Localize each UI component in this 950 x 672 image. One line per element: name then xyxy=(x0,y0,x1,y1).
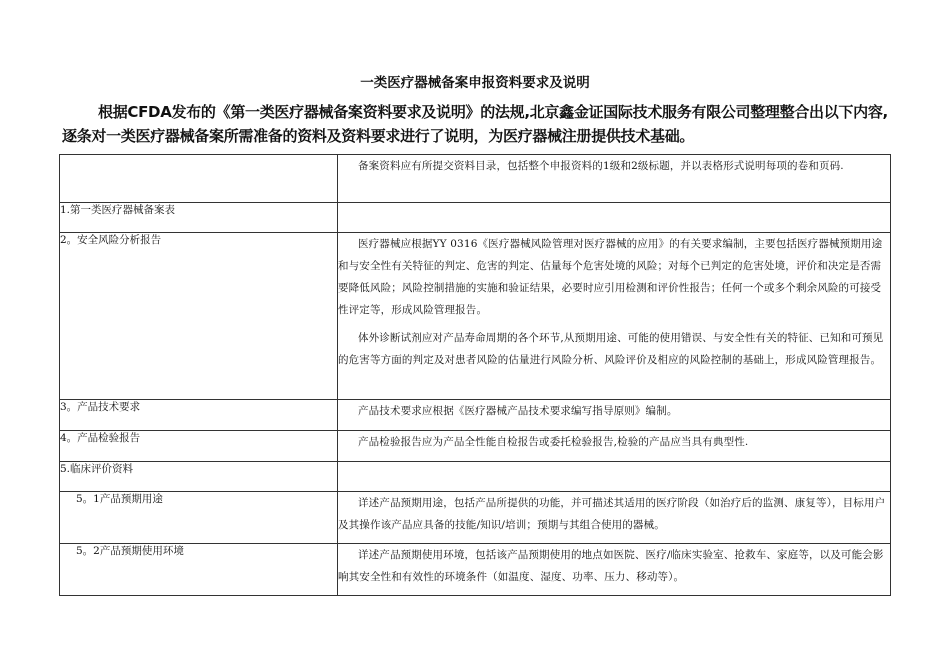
item-cell: 1.第一类医疗器械备案表 xyxy=(60,203,338,233)
item-cell: 3。产品技术要求 xyxy=(60,400,338,431)
item-cell xyxy=(60,155,338,203)
description-text: 体外诊断试剂应对产品寿命周期的各个环节,从预期用途、可能的使用错误、与安全性有关的特征、已知和可预见的危害等方面的判定及对患者风险的估量进行风险分析、风险评价及相应的风险控制的基础上，形成风险管理报告。 xyxy=(338,332,884,366)
description-text: 产品技术要求应根据《医疗器械产品技术要求编写指导原则》编制。 xyxy=(358,405,678,417)
item-cell: 5。2产品预期使用环境 xyxy=(60,544,338,596)
description-cell xyxy=(338,233,891,400)
table-row xyxy=(60,492,891,544)
document-title: 一类医疗器械备案申报资料要求及说明 xyxy=(360,75,590,91)
item-cell: 2。安全风险分析报告 xyxy=(60,233,338,400)
item-cell: 5。1产品预期用途 xyxy=(60,492,338,544)
description-cell xyxy=(338,492,891,544)
table-row xyxy=(60,233,891,400)
description-text: 医疗器械应根据YY 0316《医疗器械风险管理对医疗器械的应用》的有关要求编制，主要包括医疗器械预期用途和与安全性有关特征的判定、危害的判定、估量每个危害处境的风险；对每个已判定的危害处境，评价和决定是否需要降低风险；风险控制措施的实施和验证结果，必要时应引用检测和评价性报告；任何一个或多个剩余风险的可接受性评定等，形成风险管理报告。 xyxy=(338,238,883,316)
table-row xyxy=(60,203,891,233)
description-cell xyxy=(338,203,891,233)
intro-paragraph: 根据CFDA发布的《第一类医疗器械备案资料要求及说明》的法规,北京鑫金证国际技术服务有限公司整理整合出以下内容,逐条对一类医疗器械备案所需准备的资料及资料要求进行了说明，为医疗器械注册提供技术基础。 xyxy=(62,103,888,145)
table-row xyxy=(60,400,891,431)
table-row xyxy=(60,431,891,462)
table-row xyxy=(60,462,891,492)
description-cell xyxy=(338,400,891,431)
description-cell xyxy=(338,544,891,596)
table-row xyxy=(60,544,891,596)
description-cell xyxy=(338,462,891,492)
description-text: 详述产品预期用途，包括产品所提供的功能，并可描述其适用的医疗阶段（如治疗后的监测、康复等），目标用户及其操作该产品应具备的技能/知识/培训；预期与其组合使用的器械。 xyxy=(338,497,886,531)
description-text: 产品检验报告应为产品全性能自检报告或委托检验报告,检验的产品应当具有典型性. xyxy=(358,436,749,448)
requirements-table xyxy=(59,154,891,596)
description-text: 备案资料应有所提交资料目录，包括整个申报资料的1级和2级标题，并以表格形式说明每项的卷和页码. xyxy=(358,160,844,172)
description-cell xyxy=(338,431,891,462)
description-text: 详述产品预期使用环境，包括该产品预期使用的地点如医院、医疗/临床实验室、抢救车、家庭等，以及可能会影响其安全性和有效性的环境条件（如温度、湿度、功率、压力、移动等）。 xyxy=(338,549,884,583)
item-cell: 4。产品检验报告 xyxy=(60,431,338,462)
item-cell: 5.临床评价资料 xyxy=(60,462,338,492)
table-row xyxy=(60,155,891,203)
description-cell xyxy=(338,155,891,203)
